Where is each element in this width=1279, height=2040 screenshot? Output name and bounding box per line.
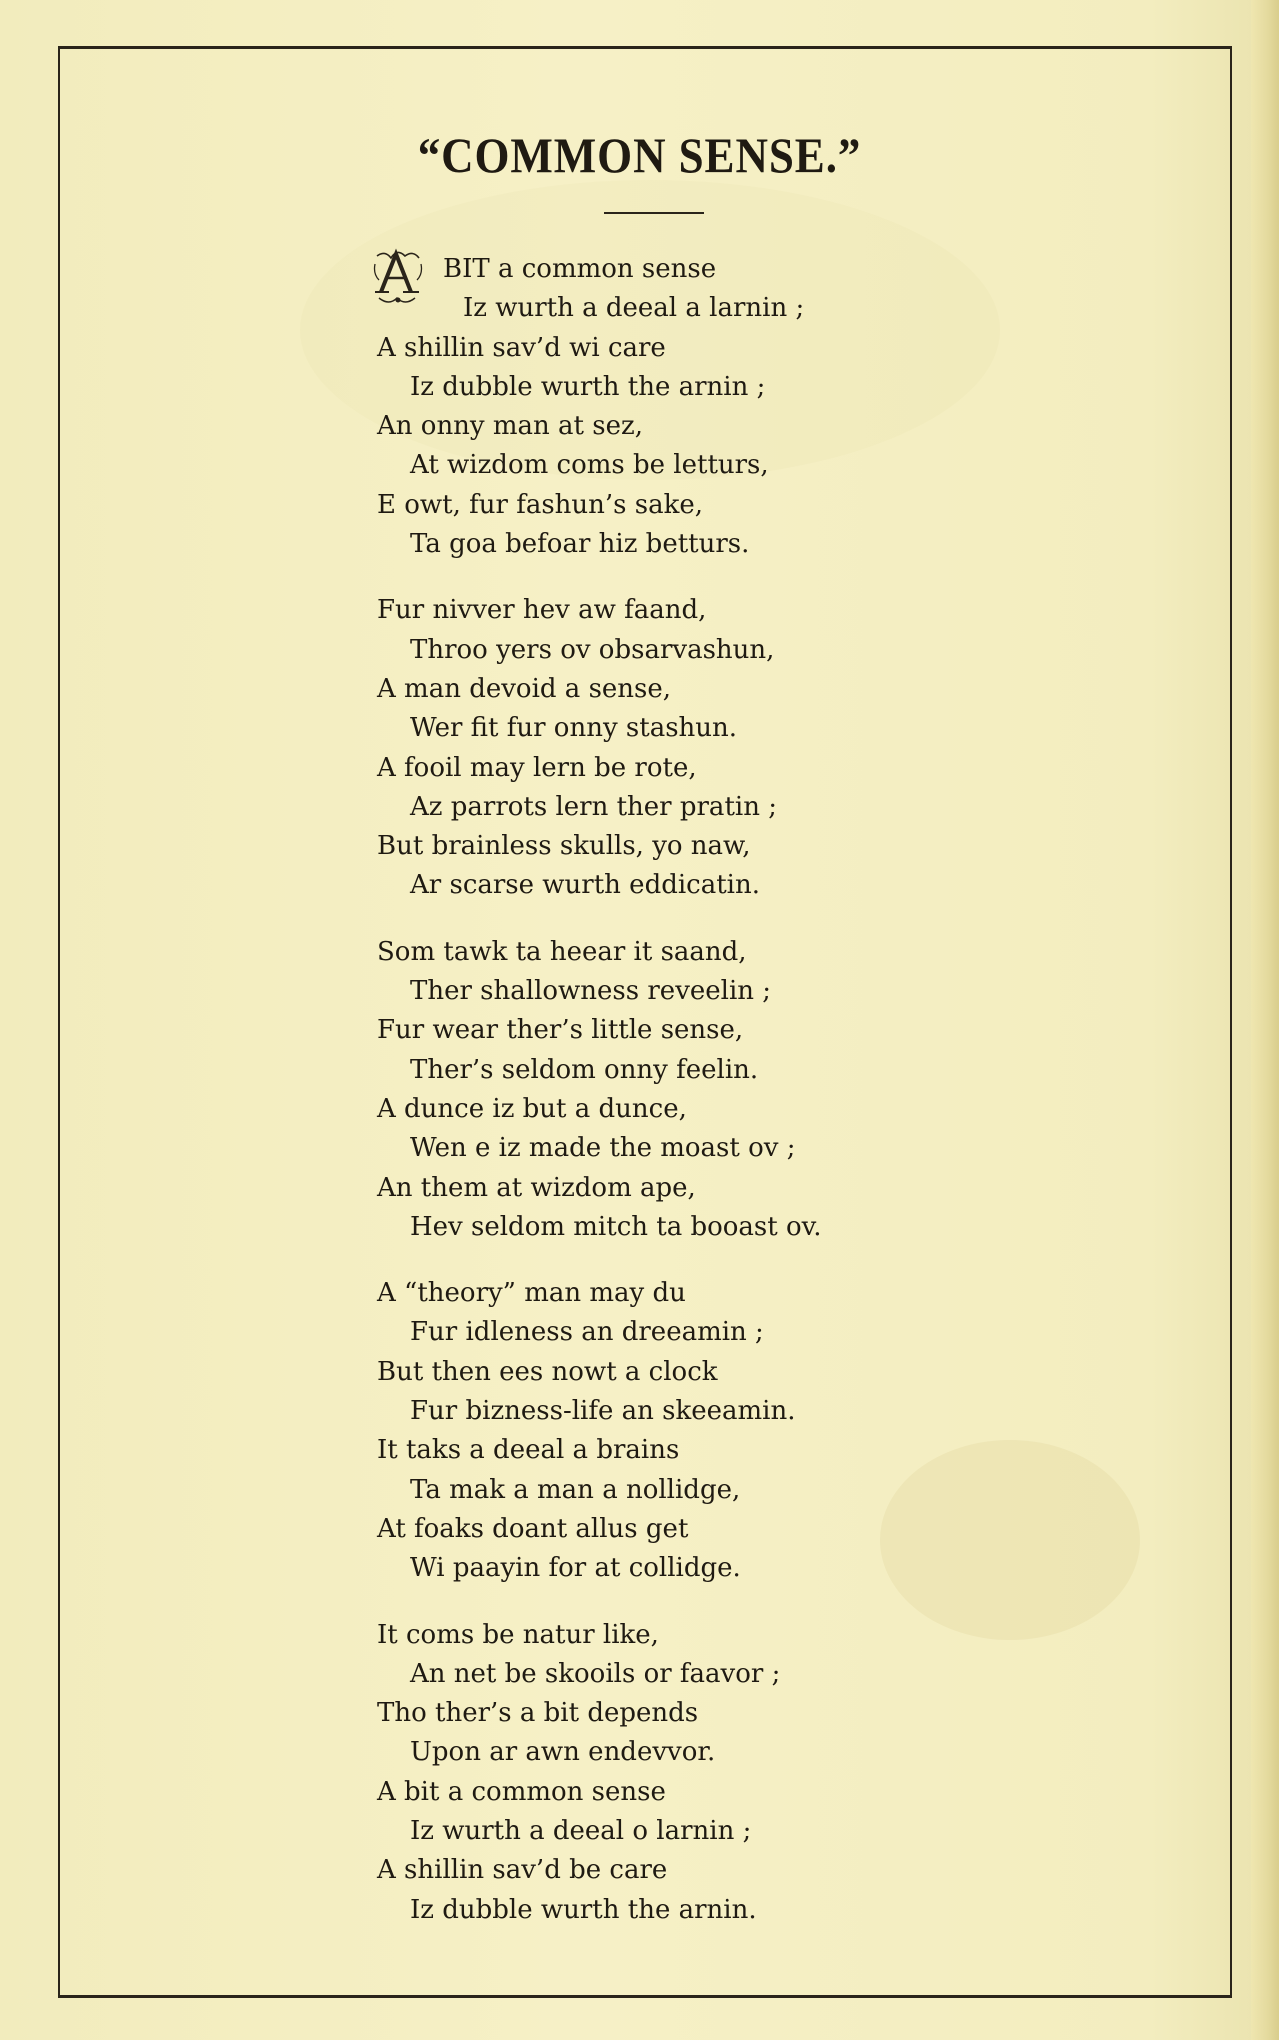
stanza-2 bbox=[377, 591, 822, 905]
poem-line: Tho ther’s a bit depends bbox=[377, 1698, 699, 1729]
poem-body bbox=[377, 250, 822, 1957]
poem-line: It coms be natur like, bbox=[377, 1619, 659, 1650]
title-rule bbox=[604, 212, 704, 214]
poem-line: A fooil may lern be rote, bbox=[377, 752, 697, 783]
poem-line: Wi paayin for at collidge. bbox=[410, 1553, 741, 1584]
poem-line: A bit a common sense bbox=[377, 1776, 666, 1807]
poem-line bbox=[377, 250, 822, 289]
poem-line: Som tawk ta heear it saand, bbox=[377, 936, 747, 967]
poem-line: An them at wizdom ape, bbox=[377, 1172, 696, 1203]
poem-line: At wizdom coms be letturs, bbox=[410, 450, 769, 481]
poem-line: Ar scarse wurth eddicatin. bbox=[410, 870, 761, 901]
stanza-5 bbox=[377, 1616, 822, 1930]
poem-line: A shillin sav’d wi care bbox=[377, 332, 666, 363]
poem-line: Iz wurth a deeal a larnin ; bbox=[463, 293, 805, 324]
poem-line: An onny man at sez, bbox=[377, 411, 643, 442]
stanza-1 bbox=[377, 250, 822, 564]
poem-line: Wen e iz made the moast ov ; bbox=[410, 1133, 796, 1164]
poem-line: Hev seldom mitch ta booast ov. bbox=[410, 1211, 822, 1242]
poem-line: A dunce iz but a dunce, bbox=[377, 1093, 687, 1124]
poem-line: Ta goa befoar hiz betturs. bbox=[410, 529, 750, 560]
poem-line: At foaks doant allus get bbox=[377, 1513, 689, 1544]
poem-line: Wer fit fur onny stashun. bbox=[410, 713, 738, 744]
poem-line: An net be skooils or faavor ; bbox=[410, 1658, 781, 1689]
poem-line: E owt, fur fashun’s sake, bbox=[377, 489, 704, 520]
stanza-4 bbox=[377, 1274, 822, 1588]
poem-line: Fur wear ther’s little sense, bbox=[377, 1015, 744, 1046]
poem-line: It taks a deeal a brains bbox=[377, 1435, 680, 1466]
poem-line: Iz dubble wurth the arnin ; bbox=[410, 371, 766, 402]
poem-line: Ta mak a man a nollidge, bbox=[410, 1474, 741, 1505]
poem-line: A shillin sav’d be care bbox=[377, 1855, 668, 1886]
poem-line: Iz wurth a deeal o larnin ; bbox=[410, 1815, 752, 1846]
poem-line: Ther shallowness reveelin ; bbox=[410, 976, 772, 1007]
poem-line-text: BIT a common sense bbox=[443, 254, 717, 284]
stanza-3 bbox=[377, 933, 822, 1247]
poem-line: Ther’s seldom onny feelin. bbox=[410, 1054, 759, 1085]
poem-line: A “theory” man may du bbox=[377, 1278, 686, 1309]
poem-line: Iz dubble wurth the arnin. bbox=[410, 1894, 757, 1925]
poem-line: Az parrots lern ther pratin ; bbox=[410, 791, 777, 822]
poem-line: But then ees nowt a clock bbox=[377, 1356, 718, 1387]
poem-line: Fur nivver hev aw faand, bbox=[377, 595, 707, 626]
poem-line: But brainless skulls, yo naw, bbox=[377, 831, 751, 862]
poem-title: “COMMON SENSE.” bbox=[417, 127, 862, 183]
poem-line: Upon ar awn endevvor. bbox=[410, 1737, 716, 1768]
poem-line: Fur bizness-life an skeeamin. bbox=[410, 1396, 796, 1427]
page-edge bbox=[1251, 0, 1279, 2040]
poem-line: Fur idleness an dreeamin ; bbox=[410, 1317, 764, 1348]
poem-line: Throo yers ov obsarvashun, bbox=[410, 634, 775, 665]
poem-line: A man devoid a sense, bbox=[377, 673, 672, 704]
